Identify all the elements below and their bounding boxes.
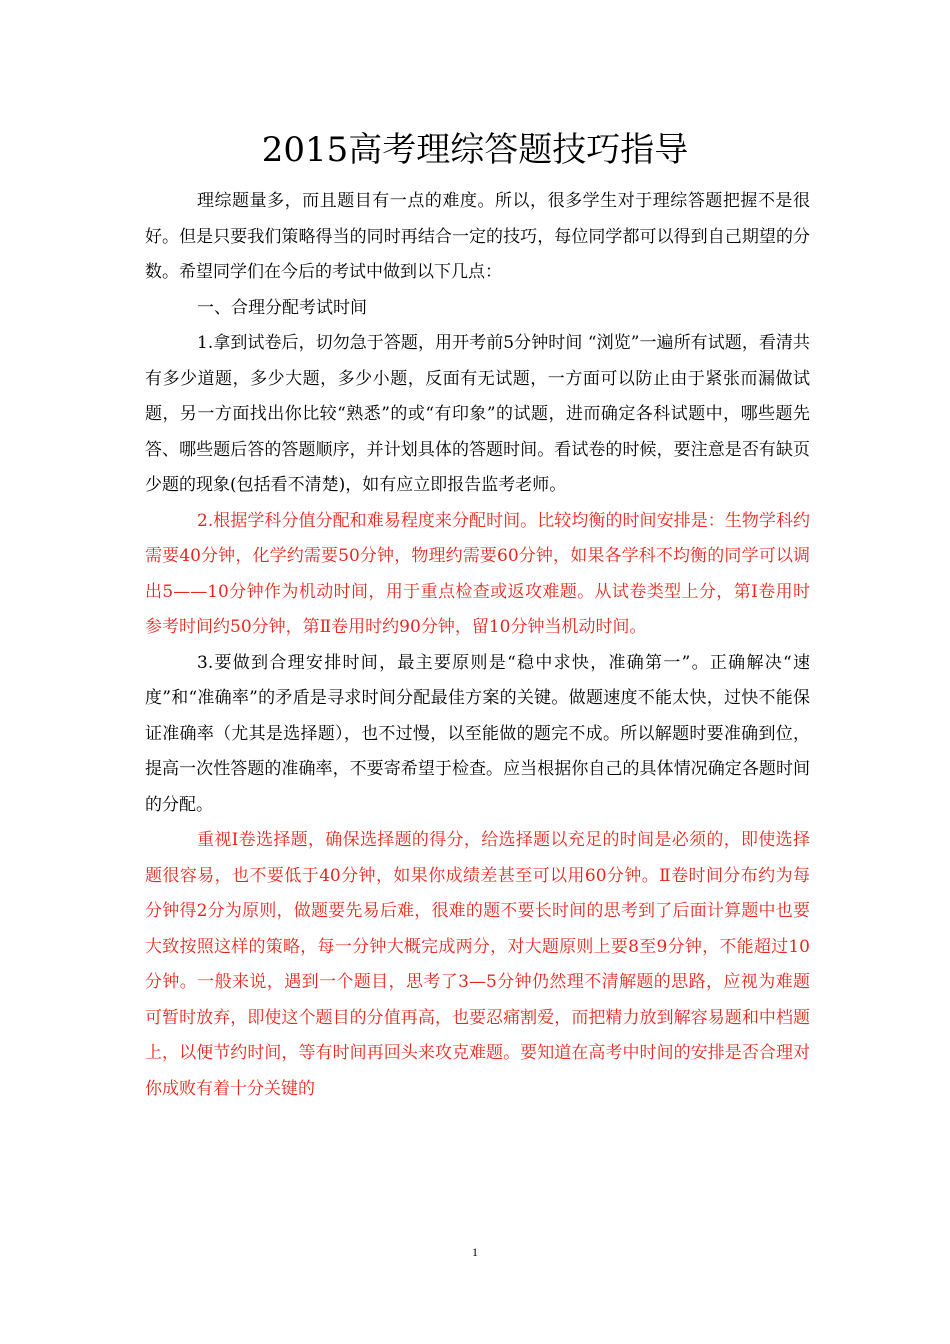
paragraph-4-highlighted: 重视Ⅰ卷选择题，确保选择题的得分，给选择题以充足的时间是必须的，即使选择题很容易，也不要低于40分钟，如果你成绩差甚至可以用60分钟。Ⅱ卷时间分布约为每分钟得2分为原则，做题要先易后难，很难的题不要长时间的思考到了后面计算题中也要大致按照这样的策略，每一分钟大概完成两分，对大题原则上要8至9分钟，不能超过10分钟。一般来说，遇到一个题目，思考了3—5分钟仍然理不清解题的思路，应视为难题可暂时放弃，即使这个题目的分值再高，也要忍痛割爱，而把精力放到解容易题和中档题上，以便节约时间，等有时间再回头来攻克难题。要知道在高考中时间的安排是否合理对你成败有着十分关键的: [145, 830, 810, 1099]
page-title: 2015高考理综答题技巧指导: [261, 130, 689, 170]
paragraph-2-highlighted: 2.根据学科分值分配和难易程度来分配时间。比较均衡的时间安排是：生物学科约需要40分钟，化学约需要50分钟，物理约需要60分钟，如果各学科不均衡的同学可以调出5——10分钟作为机动时间，用于重点检查或返攻难题。从试卷类型上分，第Ⅰ卷用时参考时间约50分钟，第Ⅱ卷用时约90分钟，留10分钟当机动时间。: [145, 510, 810, 637]
page-number: 1: [472, 1245, 478, 1259]
section-heading: 一、合理分配考试时间: [197, 297, 367, 318]
document-body: [145, 184, 810, 1107]
paragraph-3: 3.要做到合理安排时间，最主要原则是“稳中求快，准确第一”。正确解决“速度”和“准确率”的矛盾是寻求时间分配最佳方案的关键。做题速度不能太快，过快不能保证准确率（尤其是选择题），也不过慢，以至能做的题完不成。所以解题时要准确到位，提高一次性答题的准确率，不要寄希望于检查。应当根据你自己的具体情况确定各题时间的分配。: [145, 652, 810, 815]
paragraph-1: 1.拿到试卷后，切勿急于答题，用开考前5分钟时间 “浏览”一遍所有试题，看清共有多少道题，多少大题，多少小题，反面有无试题，一方面可以防止由于紧张而漏做试题，另一方面找出你比较“熟悉”的或“有印象”的试题，进而确定各科试题中，哪些题先答、哪些题后答的答题顺序，并计划具体的答题时间。看试卷的时候，要注意是否有缺页少题的现象(包括看不清楚)，如有应立即报告监考老师。: [145, 333, 810, 495]
intro-paragraph: 理综题量多，而且题目有一点的难度。所以，很多学生对于理综答题把握不是很好。但是只要我们策略得当的同时再结合一定的技巧，每位同学都可以得到自己期望的分数。希望同学们在今后的考试中做到以下几点：: [145, 191, 810, 282]
